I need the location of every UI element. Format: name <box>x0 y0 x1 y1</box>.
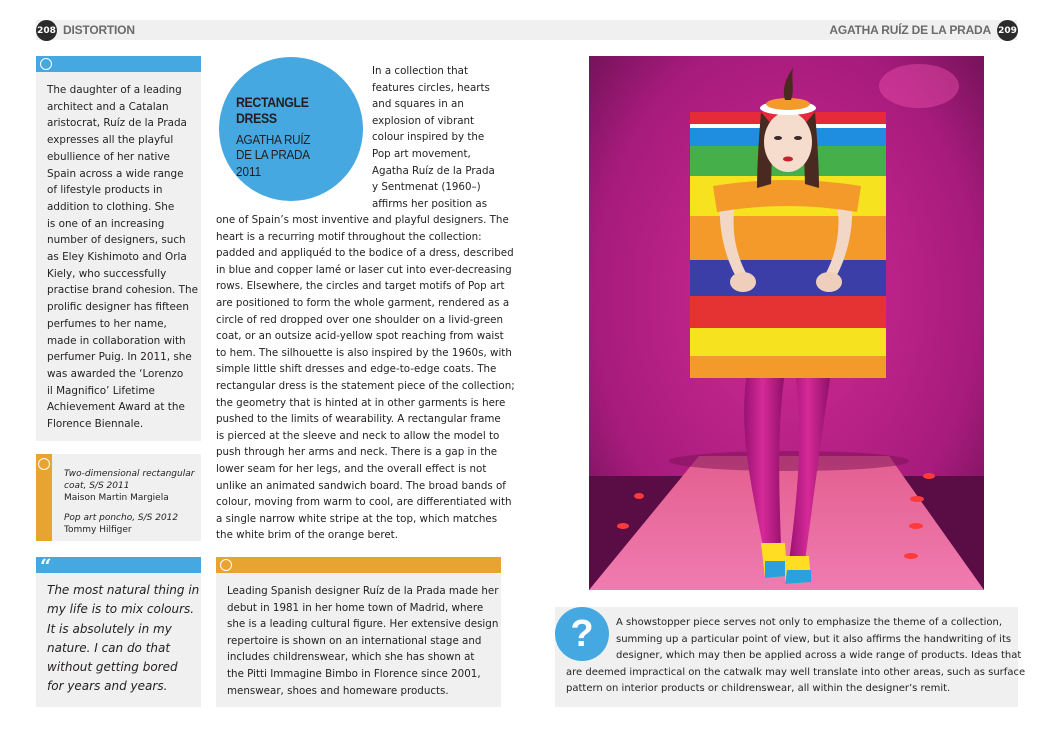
bio-line: Florence Biennale. <box>47 418 144 431</box>
bio-line: Achievement Award at the <box>47 401 185 414</box>
body-line: the white brim of the orange beret. <box>216 529 398 542</box>
body-line: is pierced at the sleeve and neck to allow the model to <box>216 429 500 442</box>
quote-header-bar <box>36 554 201 578</box>
body-line: push through her arms and neck. There is a gap in the <box>216 446 498 459</box>
bio-line: addition to clothing. She <box>47 200 175 213</box>
left-page-number: 208 <box>36 20 57 41</box>
bio-line: Kiely, who successfully <box>47 267 167 280</box>
related-list <box>64 468 199 536</box>
related-item <box>64 468 199 504</box>
body-line: to hem. The silhouette is also inspired by the 1960s, with <box>216 346 512 359</box>
profile-line: the Pitti Immagine Bimbo in Florence since 2001, <box>227 667 481 680</box>
profile-text <box>227 583 499 699</box>
question-line: summing up a particular point of view, but it also affirms the handwriting of its <box>616 633 1012 645</box>
intro-line: features circles, hearts <box>372 81 490 94</box>
body-line: padded and appliquéd to the bodice of a dress, described <box>216 247 514 260</box>
intro-text <box>372 63 502 212</box>
dress-title: RECTANGLE DRESS <box>236 94 309 126</box>
bio-line: expresses all the playful <box>47 134 174 147</box>
bio-header-bar <box>36 56 201 72</box>
question-text <box>566 615 1026 698</box>
quote-text <box>47 581 199 697</box>
bio-line: number of designers, such <box>47 234 186 247</box>
body-line: a single narrow white stripe at the top, which matches <box>216 512 498 525</box>
bio-line: as Eley Kishimoto and Orla <box>47 251 187 264</box>
bio-line: is one of an increasing <box>47 217 165 230</box>
related-item-title-2: coat, S/S 2011 <box>64 481 130 491</box>
bio-line: was awarded the ‘Lorenzo <box>47 367 184 380</box>
related-item-title: Pop art poncho, S/S 2012 <box>64 513 179 523</box>
profile-line: Leading Spanish designer Ruíz de la Prada made her <box>227 585 499 597</box>
related-item-maker: Tommy Hilfiger <box>64 525 132 535</box>
bio-line: perfumer Puig. In 2011, she <box>47 351 192 364</box>
related-icon <box>38 458 50 470</box>
question-line: pattern on interior products or childrenswear, all within the designer’s remit. <box>566 683 951 695</box>
body-line: in blue and copper lamé or laser cut into ever-decreasing <box>216 263 512 276</box>
related-side-bar <box>36 454 52 541</box>
bio-line: aristocrat, Ruíz de la Prada <box>47 117 187 130</box>
profile-line: includes childrenswear, which she has shown at <box>227 651 475 664</box>
body-line: coat, or an outsize acid-yellow spot reaching from waist <box>216 330 504 343</box>
designer-name-1: AGATHA RUÍZ <box>236 132 311 147</box>
intro-line: and squares in an <box>372 98 464 111</box>
intro-line: explosion of vibrant <box>372 114 475 127</box>
body-line: rows. Elsewhere, the circles and target motifs of Pop art <box>216 280 505 293</box>
quote-line: for years and years. <box>47 679 168 694</box>
intro-line: colour inspired by the <box>372 131 485 144</box>
intro-line: Agatha Ruíz de la Prada <box>372 164 495 177</box>
question-mark-icon: ? <box>555 607 609 661</box>
bio-line: il Magnifico’ Lifetime <box>47 384 155 397</box>
body-line: are positioned to form the whole garment, rendered as a <box>216 296 510 309</box>
bio-line: perfumes to her name, <box>47 317 167 330</box>
bio-line: The daughter of a leading <box>47 84 182 96</box>
body-line: lower seam for her legs, and the overall effect is not <box>216 462 487 475</box>
designer-header: AGATHA RUÍZ DE LA PRADA <box>829 23 991 37</box>
bio-line: of lifestyle products in <box>47 184 163 197</box>
bio-line: architect and a Catalan <box>47 100 169 113</box>
profile-line: menswear, shoes and homeware products. <box>227 684 449 697</box>
quote-line: The most natural thing in <box>47 583 200 597</box>
title-block <box>236 94 356 179</box>
intro-line: Pop art movement, <box>372 147 471 160</box>
question-line: designer, which may then be applied across a wide range of products. Ideas that <box>616 650 1022 662</box>
main-text <box>216 212 515 544</box>
bio-line: prolific designer has fifteen <box>47 301 189 314</box>
quote-line: It is absolutely in my <box>47 621 172 636</box>
bio-text <box>47 82 197 433</box>
section-title: DISTORTION <box>63 23 135 37</box>
body-line: simple little shift dresses and edge-to-edge coats. The <box>216 363 497 376</box>
quote-line: without getting bored <box>47 660 178 675</box>
body-line: heart is a recurring motif throughout the collection: <box>216 230 482 243</box>
related-item-title: Two-dimensional rectangular <box>64 469 195 479</box>
intro-line: affirms her position as <box>372 197 488 210</box>
profile-line: repertoire is shown on an international stage and <box>227 634 482 647</box>
profile-line: debut in 1981 in her home town of Madrid, where <box>227 601 484 614</box>
quote-line: my life is to mix colours. <box>47 602 195 617</box>
body-line: pushed to the limits of wearability. A rectangular frame <box>216 413 501 426</box>
designer-name-2: DE LA PRADA <box>236 147 310 162</box>
right-page-number: 209 <box>997 20 1018 41</box>
bio-line: practise brand cohesion. The <box>47 284 198 297</box>
quote-line: nature. I can do that <box>47 640 171 655</box>
runway-illustration <box>589 56 984 590</box>
profile-header-bar <box>216 557 501 573</box>
related-item-maker: Maison Martin Margiela <box>64 493 169 503</box>
designer-icon <box>40 58 52 70</box>
related-item <box>64 512 199 536</box>
profile-line: she is a leading cultural figure. Her extensive design <box>227 618 499 631</box>
body-line: unlike an animated sandwich board. The broad bands of <box>216 479 506 492</box>
dress-year: 2011 <box>236 164 262 179</box>
intro-line: y Sentmenat (1960–) <box>372 181 481 194</box>
bio-line: ebullience of her native <box>47 150 170 163</box>
question-line: are deemed impractical on the catwalk may well translate into other areas, such as surface <box>566 666 1026 678</box>
bio-line: Spain across a wide range <box>47 167 184 180</box>
body-line: one of Spain’s most inventive and playful designers. The <box>216 214 509 226</box>
profile-icon <box>220 559 232 571</box>
question-line: A showstopper piece serves not only to emphasize the theme of a collection, <box>616 617 1003 628</box>
runway-photo <box>589 56 984 590</box>
body-line: the geometry that is hinted at in other garments is here <box>216 396 506 409</box>
body-line: rectangular dress is the statement piece of the collection; <box>216 379 515 392</box>
body-line: colour, moving from warm to cool, are differentiated with <box>216 496 512 509</box>
quote-mark-icon: “ <box>40 554 52 578</box>
intro-line: In a collection that <box>372 65 469 77</box>
bio-line: made in collaboration with <box>47 334 186 347</box>
body-line: circle of red dropped over one shoulder on a livid-green <box>216 313 504 326</box>
